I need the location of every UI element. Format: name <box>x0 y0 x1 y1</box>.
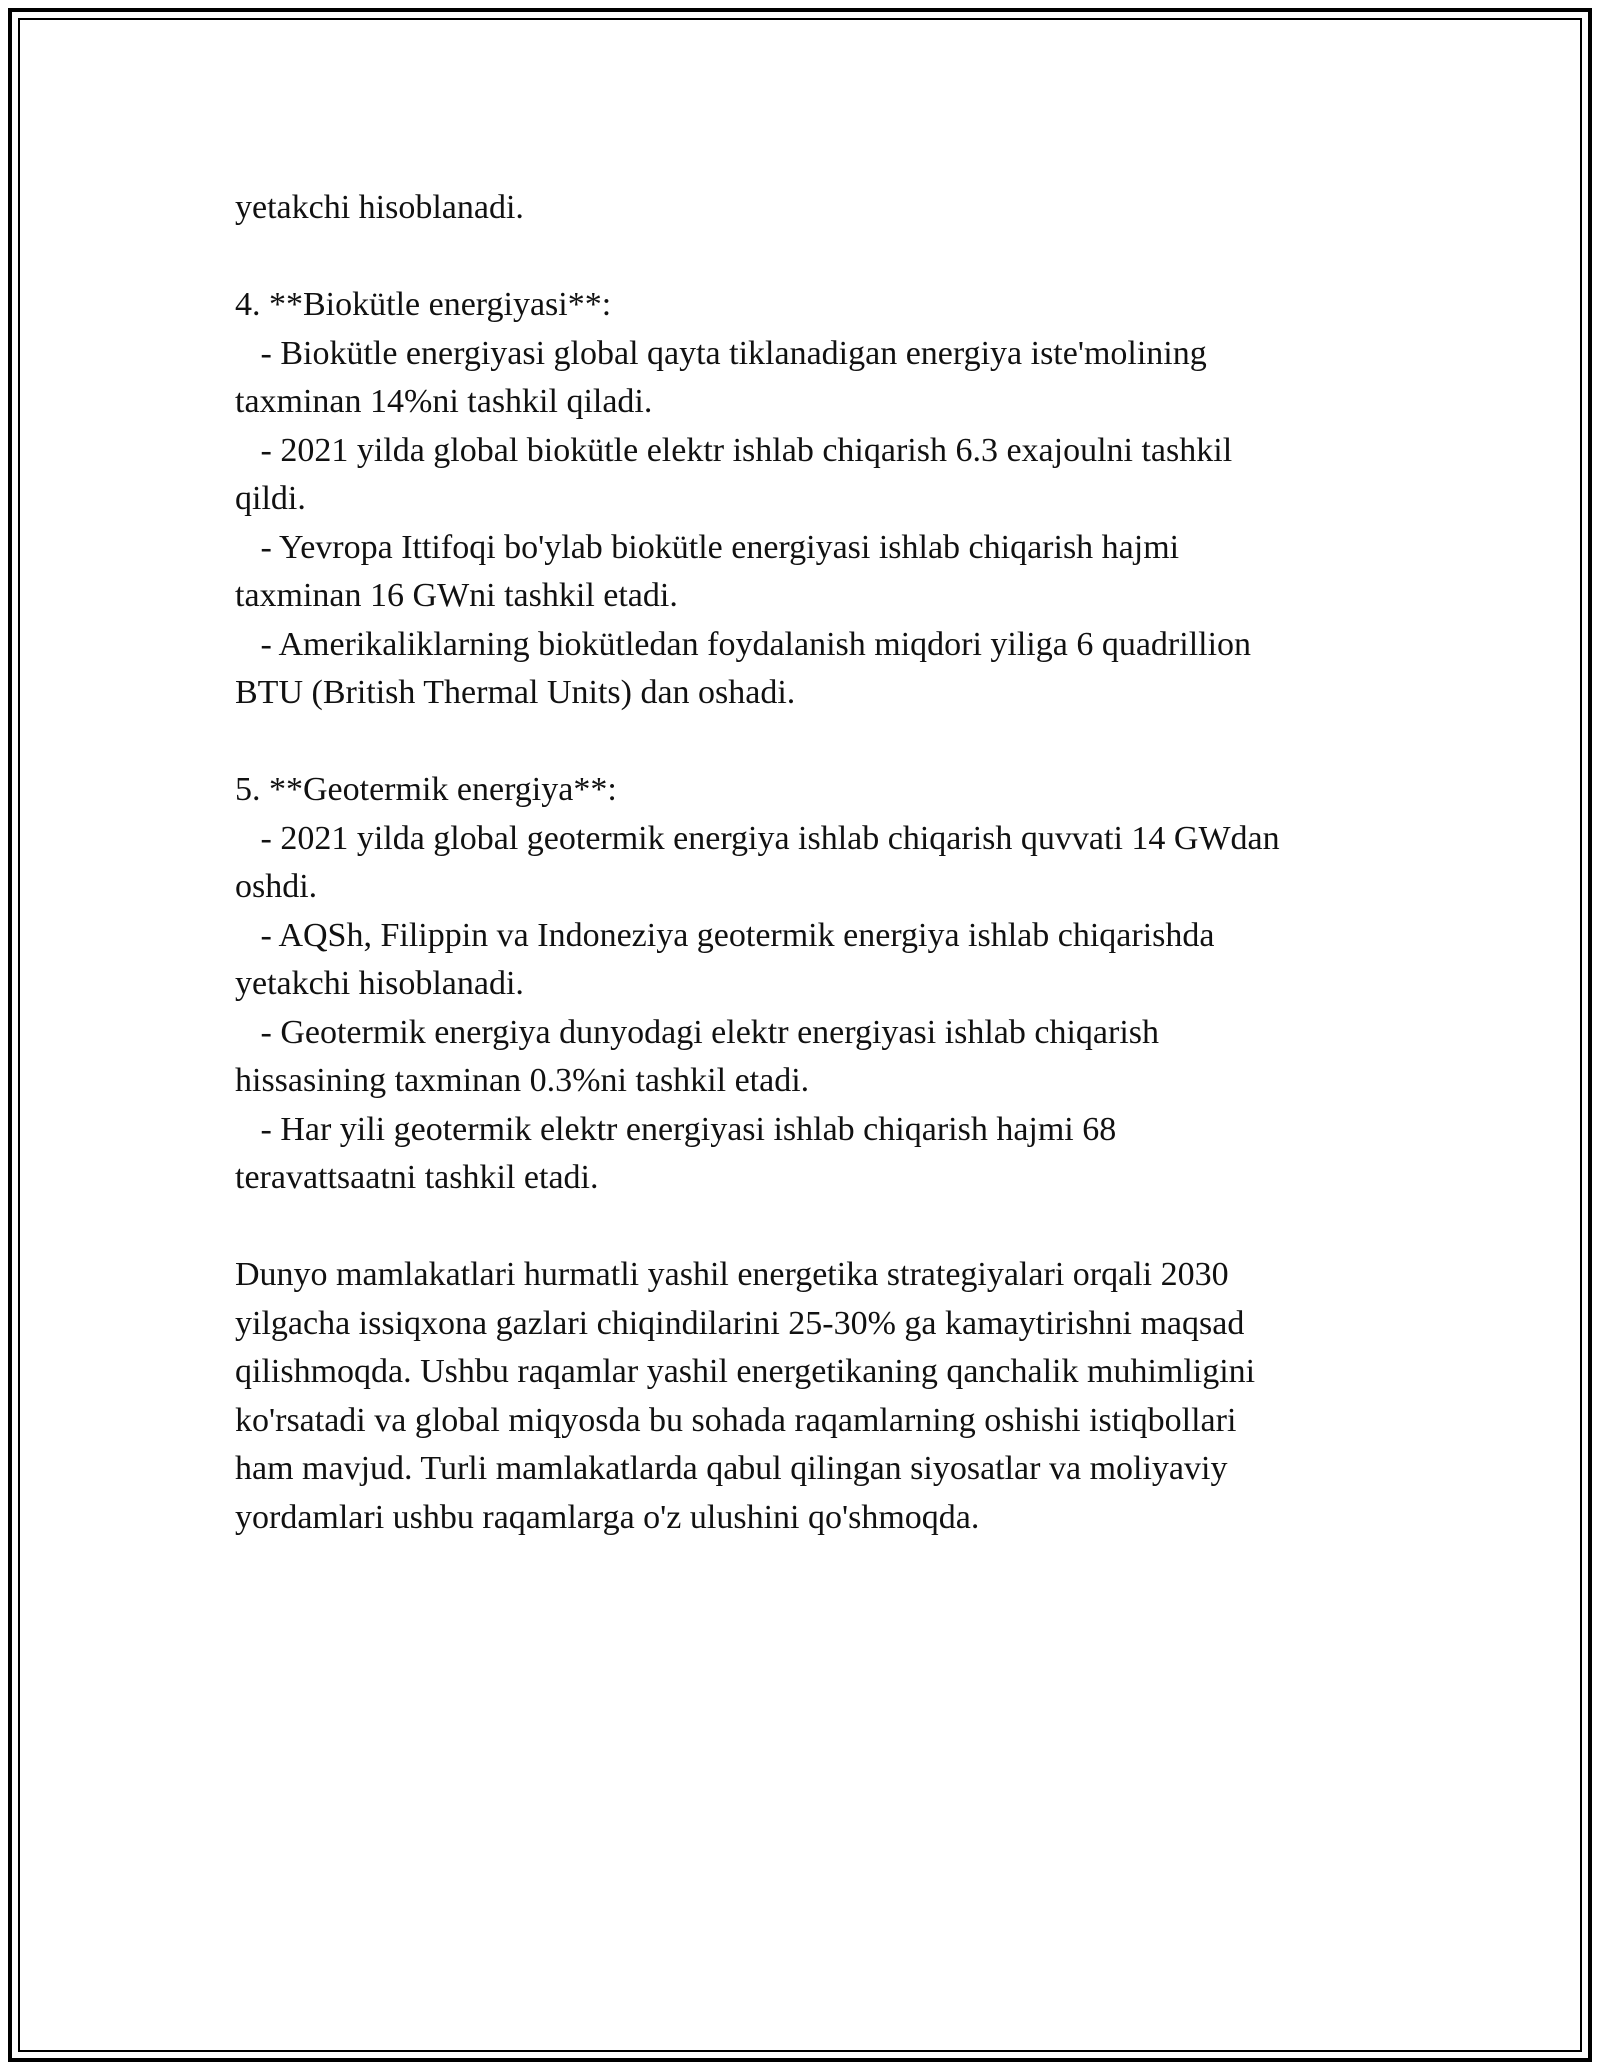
text-line: - Geotermik energiya dunyodagi elektr energiyasi ishlab chiqarish <box>235 1013 1160 1051</box>
document-body <box>235 184 1415 1542</box>
text-line: hissasining taxminan 0.3%ni tashkil etadi. <box>235 1062 810 1099</box>
paragraph-line: Dunyo mamlakatlari hurmatli yashil energetika strategiyalari orqali 2030 <box>235 1256 1229 1293</box>
section-heading: 5. **Geotermik energiya**: <box>235 771 617 808</box>
paragraph-line: qilishmoqda. Ushbu raqamlar yashil energetikaning qanchalik muhimligini <box>235 1353 1256 1390</box>
text-line: qildi. <box>235 480 306 517</box>
text-line: - Biokütle energiyasi global qayta tiklanadigan energiya iste'molining <box>235 334 1207 372</box>
blank-line <box>235 233 1415 282</box>
paragraph-line: yilgacha issiqxona gazlari chiqindilarini 25-30% ga kamaytirishni maqsad <box>235 1304 1245 1342</box>
text-line: BTU (British Thermal Units) dan oshadi. <box>235 674 796 711</box>
text-line: - AQSh, Filippin va Indoneziya geotermik energiya ishlab chiqarishda <box>235 916 1215 954</box>
text-line: oshdi. <box>235 868 318 905</box>
text-line: - 2021 yilda global biokütle elektr ishlab chiqarish 6.3 exajoulni tashkil <box>235 431 1233 469</box>
text-line: yetakchi hisoblanadi. <box>235 189 524 226</box>
blank-line <box>235 718 1415 767</box>
text-line: teravattsaatni tashkil etadi. <box>235 1159 599 1196</box>
text-line: taxminan 14%ni tashkil qiladi. <box>235 383 653 420</box>
paragraph-line: ko'rsatadi va global miqyosda bu sohada raqamlarning oshishi istiqbollari <box>235 1401 1237 1439</box>
text-line: yetakchi hisoblanadi. <box>235 965 524 1002</box>
section-heading: 4. **Biokütle energiyasi**: <box>235 286 612 323</box>
text-line: - 2021 yilda global geotermik energiya ishlab chiqarish quvvati 14 GWdan <box>235 819 1280 857</box>
text-line: - Har yili geotermik elektr energiyasi ishlab chiqarish hajmi 68 <box>235 1110 1117 1148</box>
text-line: - Amerikaliklarning biokütledan foydalanish miqdori yiliga 6 quadrillion <box>235 625 1252 663</box>
text-line: - Yevropa Ittifoqi bo'ylab biokütle energiyasi ishlab chiqarish hajmi <box>235 528 1180 566</box>
paragraph-line: ham mavjud. Turli mamlakatlarda qabul qilingan siyosatlar va moliyaviy <box>235 1450 1228 1487</box>
text-line: taxminan 16 GWni tashkil etadi. <box>235 577 678 614</box>
paragraph-line: yordamlari ushbu raqamlarga o'z ulushini qo'shmoqda. <box>235 1498 980 1536</box>
blank-line <box>235 1203 1415 1252</box>
